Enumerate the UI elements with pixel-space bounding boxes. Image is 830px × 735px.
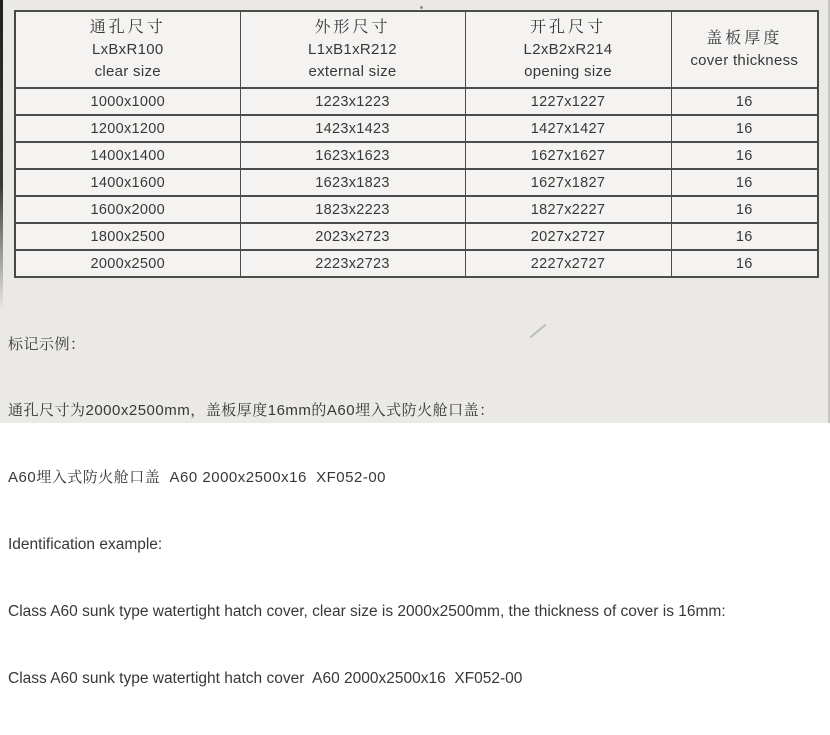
external-size-code: L1xB1xR212	[308, 41, 397, 58]
clear-size-label-cn: 通孔尺寸	[89, 19, 166, 36]
table-row	[15, 223, 818, 250]
clear-size-code: LxBxR100	[91, 41, 164, 58]
external-size-label-cn: 外形尺寸	[314, 19, 391, 36]
cell-external-size: 1823x2223	[240, 196, 465, 223]
column-header-cover-thickness	[671, 11, 818, 88]
scan-edge-left-artifact	[0, 0, 3, 310]
header-row	[15, 11, 818, 88]
cell-opening-size: 1627x1627	[465, 142, 671, 169]
cell-opening-size: 1427x1427	[465, 115, 671, 142]
cell-external-size: 1423x1423	[240, 115, 465, 142]
table-row	[15, 142, 818, 169]
opening-size-label-cn: 开孔尺寸	[529, 19, 606, 36]
cell-external-size: 2223x2723	[240, 250, 465, 277]
cell-clear-size: 1000x1000	[15, 88, 240, 115]
table-row	[15, 196, 818, 223]
cell-external-size: 1623x1823	[240, 169, 465, 196]
table-row	[15, 88, 818, 115]
table-row	[15, 250, 818, 277]
cell-opening-size: 1827x2227	[465, 196, 671, 223]
cell-clear-size: 1400x1400	[15, 142, 240, 169]
column-header-opening-size	[465, 11, 671, 88]
cell-opening-size: 1227x1227	[465, 88, 671, 115]
cell-cover-thickness: 16	[671, 196, 818, 223]
note-cn-line-2: A60埋入式防火舱口盖 A60 2000x2500x16 XF052-00	[8, 469, 387, 487]
cover-thickness-label-en: cover thickness	[690, 52, 799, 69]
cell-opening-size: 2027x2727	[465, 223, 671, 250]
cell-cover-thickness: 16	[671, 115, 818, 142]
note-en-line-2: Class A60 sunk type watertight hatch cover A60 2000x2500x16 XF052-00	[8, 670, 523, 688]
cell-clear-size: 1800x2500	[15, 223, 240, 250]
cell-cover-thickness: 16	[671, 142, 818, 169]
cell-opening-size: 1627x1827	[465, 169, 671, 196]
table-row	[15, 169, 818, 196]
opening-size-code: L2xB2xR214	[523, 41, 613, 58]
cell-clear-size: 1400x1600	[15, 169, 240, 196]
scan-dot-artifact	[420, 6, 423, 9]
table-body	[15, 88, 818, 277]
table-header	[15, 11, 818, 88]
cell-cover-thickness: 16	[671, 169, 818, 196]
cell-clear-size: 2000x2500	[15, 250, 240, 277]
note-cn-line-1: 通孔尺寸为2000x2500mm，盖板厚度16mm的A60埋入式防火舱口盖：	[8, 402, 495, 420]
cell-clear-size: 1600x2000	[15, 196, 240, 223]
note-en-title: Identification example:	[8, 536, 163, 554]
cover-thickness-label-cn: 盖板厚度	[706, 30, 783, 47]
cell-clear-size: 1200x1200	[15, 115, 240, 142]
cell-cover-thickness: 16	[671, 223, 818, 250]
external-size-label-en: external size	[308, 63, 397, 80]
note-cn-title: 标记示例：	[8, 335, 86, 353]
column-header-clear-size	[15, 11, 240, 88]
cell-external-size: 1223x1223	[240, 88, 465, 115]
table-row	[15, 115, 818, 142]
cell-cover-thickness: 16	[671, 88, 818, 115]
hatch-cover-size-table	[14, 10, 819, 278]
identification-example-notes	[8, 289, 823, 735]
opening-size-label-en: opening size	[524, 63, 612, 80]
cell-opening-size: 2227x2727	[465, 250, 671, 277]
cell-external-size: 1623x1623	[240, 142, 465, 169]
cell-cover-thickness: 16	[671, 250, 818, 277]
note-en-line-1: Class A60 sunk type watertight hatch cover, clear size is 2000x2500mm, the thickness of cover is 16mm:	[8, 603, 726, 621]
cell-external-size: 2023x2723	[240, 223, 465, 250]
column-header-external-size	[240, 11, 465, 88]
clear-size-label-en: clear size	[94, 63, 161, 80]
